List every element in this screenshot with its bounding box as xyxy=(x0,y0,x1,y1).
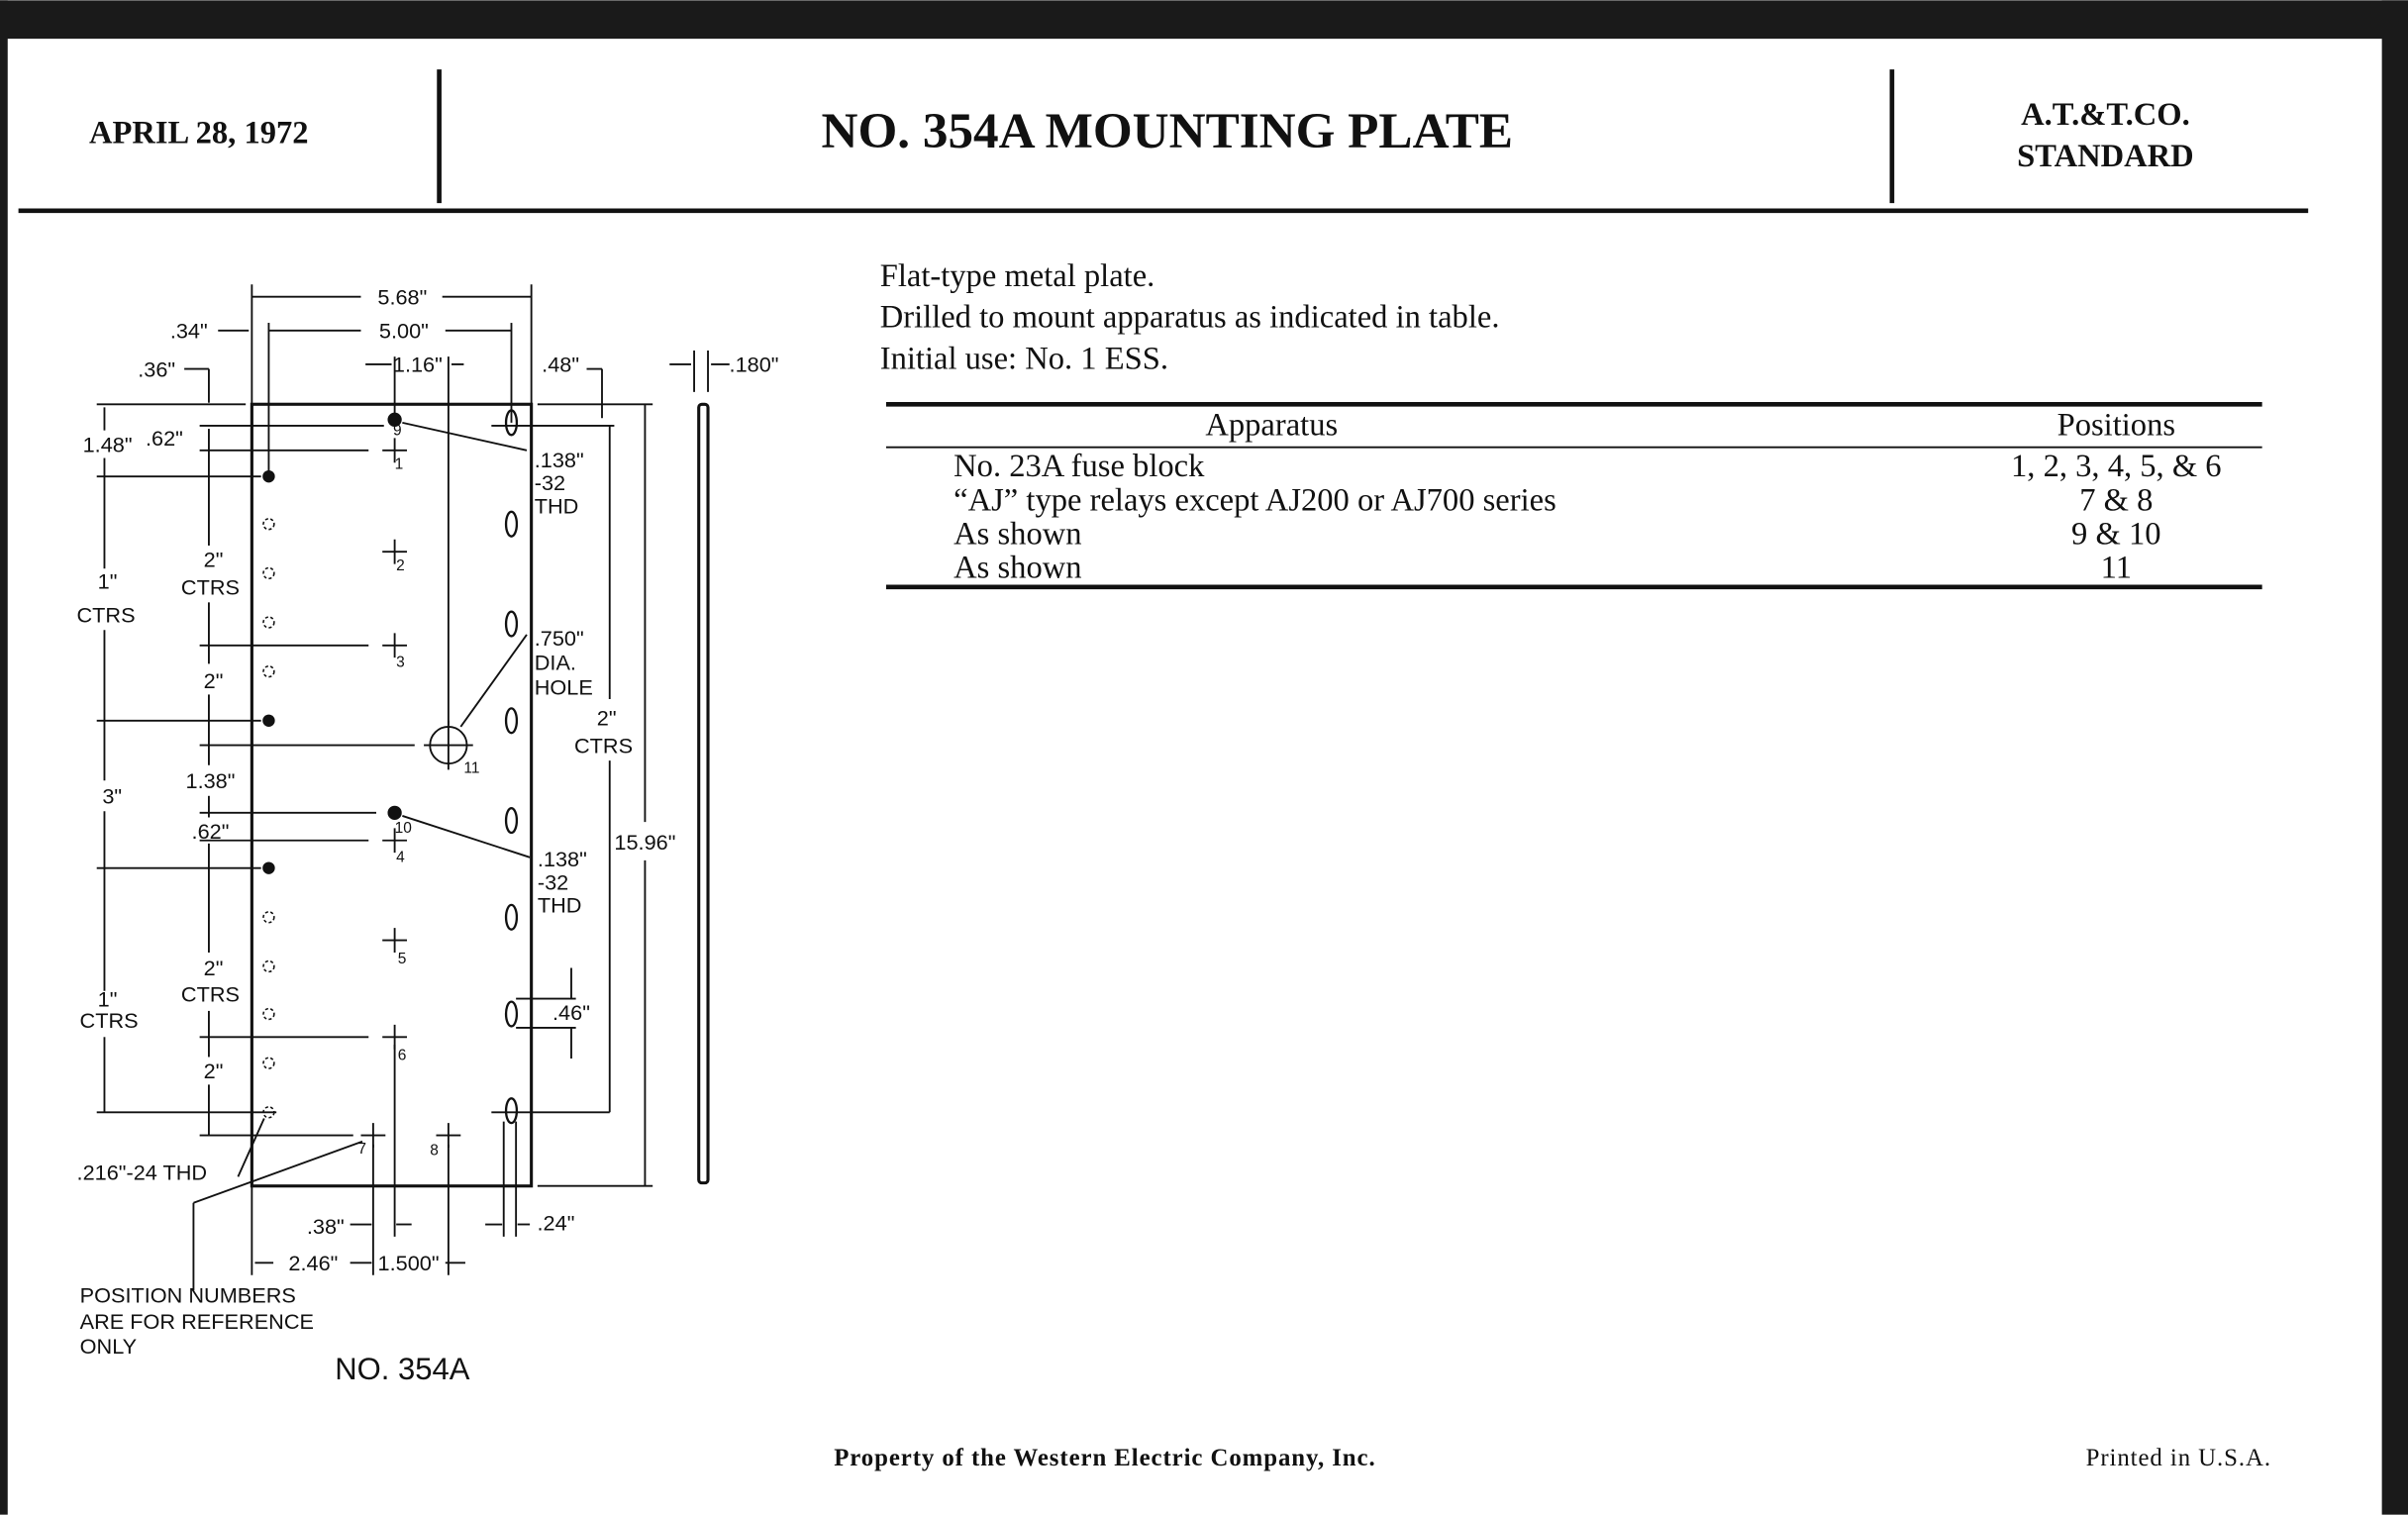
hole-icon xyxy=(262,715,274,727)
reference-note xyxy=(80,1283,314,1359)
dim-label: CTRS xyxy=(79,1007,139,1033)
scan-border-left xyxy=(0,0,8,1514)
dim-label: -32 xyxy=(534,470,566,496)
dim-label: .38" xyxy=(306,1213,345,1239)
hole-icon xyxy=(263,666,274,677)
cell-positions: 9 & 10 xyxy=(2071,516,2161,553)
position-numbers xyxy=(357,422,479,1159)
slot-icon xyxy=(506,1098,517,1123)
hole-icon xyxy=(263,567,274,578)
slot-icon xyxy=(506,612,517,637)
hole-icon xyxy=(263,1009,274,1020)
slot-icon xyxy=(506,1002,517,1027)
dim-label: .62" xyxy=(191,819,230,845)
slots xyxy=(506,410,517,1123)
column-header-positions: Positions xyxy=(2057,407,2176,444)
description-line: Flat-type metal plate. xyxy=(879,257,1155,294)
description-line: Drilled to mount apparatus as indicated in table. xyxy=(879,299,1500,336)
dim-label: .62" xyxy=(146,426,183,452)
table-row xyxy=(953,516,2160,552)
header-date: APRIL 28, 1972 xyxy=(88,115,309,152)
dim-label: .138" xyxy=(534,447,584,472)
slot-icon xyxy=(506,808,517,833)
mounting-plate-drawing xyxy=(76,284,778,1386)
slot-icon xyxy=(506,905,517,930)
dim-label: CTRS xyxy=(180,981,241,1007)
page-title: NO. 354A MOUNTING PLATE xyxy=(821,103,1514,160)
footer-property: Property of the Western Electric Company, Inc. xyxy=(834,1445,1376,1472)
dim-label: 2" xyxy=(596,705,617,731)
dim-label: 2" xyxy=(203,1059,224,1084)
position-number: 1 xyxy=(394,455,404,473)
dim-label: HOLE xyxy=(534,674,593,700)
cell-positions: 1, 2, 3, 4, 5, & 6 xyxy=(2011,449,2222,485)
table-row xyxy=(953,482,2153,518)
dim-label: 5.00" xyxy=(378,318,429,344)
scan-border-right xyxy=(2382,0,2408,1514)
hole-icon xyxy=(263,912,274,923)
dim-label: DIA. xyxy=(534,650,576,675)
cell-positions: 7 & 8 xyxy=(2079,482,2154,519)
mounting-holes xyxy=(262,470,274,1118)
dim-label: 1" xyxy=(97,986,118,1012)
dim-label: 1" xyxy=(97,568,118,594)
plate-side-view xyxy=(699,404,708,1182)
position-number: 3 xyxy=(396,654,405,671)
dim-label: CTRS xyxy=(574,733,634,758)
header xyxy=(19,69,2309,211)
position-number: 6 xyxy=(397,1047,407,1064)
cell-apparatus: No. 23A fuse block xyxy=(953,449,1205,485)
position-number: 11 xyxy=(463,759,480,777)
slot-icon xyxy=(506,708,517,733)
dim-label: THD xyxy=(537,892,582,918)
dim-label: .24" xyxy=(537,1210,575,1236)
dim-label: CTRS xyxy=(76,602,136,628)
dim-label: 3" xyxy=(102,783,123,809)
hole-icon xyxy=(263,1058,274,1068)
dim-label: CTRS xyxy=(180,574,241,600)
crosshair-icon xyxy=(436,1123,460,1148)
dim-label: .750" xyxy=(534,625,584,651)
hole-icon xyxy=(262,861,274,873)
apparatus-table xyxy=(886,404,2262,587)
hole-icon xyxy=(263,961,274,972)
dim-label: .46" xyxy=(552,1000,590,1026)
cell-apparatus: As shown xyxy=(953,550,1082,586)
standard-line2: STANDARD xyxy=(2017,138,2194,174)
position-number: 4 xyxy=(396,849,405,866)
position-number: 8 xyxy=(430,1142,439,1160)
hole-icon xyxy=(263,617,274,628)
dim-label: 1.48" xyxy=(82,432,133,457)
note-line: ARE FOR REFERENCE xyxy=(79,1308,315,1334)
dim-label: 1.38" xyxy=(185,768,236,794)
standard-line1: A.T.&T.CO. xyxy=(2021,96,2190,133)
dim-label: 1.16" xyxy=(392,352,443,377)
position-number: 5 xyxy=(397,950,407,967)
position-marks xyxy=(360,414,472,1148)
note-line: POSITION NUMBERS xyxy=(79,1282,296,1308)
dim-label: 1.500" xyxy=(377,1251,440,1276)
scan-border-top xyxy=(0,0,2408,39)
position-number: 10 xyxy=(394,820,412,837)
plate-outline xyxy=(251,404,531,1185)
dim-label: .36" xyxy=(138,356,176,382)
cell-apparatus: “AJ” type relays except AJ200 or AJ700 series xyxy=(953,482,1556,519)
position-number: 2 xyxy=(396,556,405,574)
tapped-hole-icon xyxy=(388,807,400,819)
description-line: Initial use: No. 1 ESS. xyxy=(879,341,1168,377)
footer-printed: Printed in U.S.A. xyxy=(2085,1445,2271,1472)
cell-positions: 11 xyxy=(2100,550,2132,586)
dim-label: .180" xyxy=(729,352,779,377)
dimension-labels xyxy=(76,284,778,1275)
footer xyxy=(834,1445,2271,1471)
dim-label: .138" xyxy=(537,847,587,872)
crosshair-icon xyxy=(382,1025,407,1050)
dim-label: .48" xyxy=(542,352,580,377)
hole-icon xyxy=(263,519,274,530)
drawing-caption: NO. 354A xyxy=(335,1352,470,1387)
dim-label: THD xyxy=(534,493,579,519)
column-header-apparatus: Apparatus xyxy=(1205,407,1339,444)
dim-label: 2" xyxy=(203,668,224,694)
dim-label: 2" xyxy=(203,547,224,572)
position-number: 7 xyxy=(357,1141,367,1159)
dim-label: 2.46" xyxy=(288,1251,339,1276)
note-line: ONLY xyxy=(79,1333,138,1359)
slot-icon xyxy=(506,512,517,537)
dim-label: .216"-24 THD xyxy=(76,1160,208,1185)
dim-label: 2" xyxy=(203,956,224,981)
cell-apparatus: As shown xyxy=(953,516,1082,553)
dim-label: -32 xyxy=(537,869,569,895)
table-row xyxy=(953,449,2221,484)
dim-label: 15.96" xyxy=(614,830,676,856)
dim-label: .34" xyxy=(169,318,208,344)
description xyxy=(880,258,1500,377)
crosshair-icon xyxy=(382,928,407,953)
dim-label: 5.68" xyxy=(377,284,428,310)
hole-icon xyxy=(262,470,274,482)
position-number: 9 xyxy=(393,422,402,440)
table-row xyxy=(953,551,2132,586)
